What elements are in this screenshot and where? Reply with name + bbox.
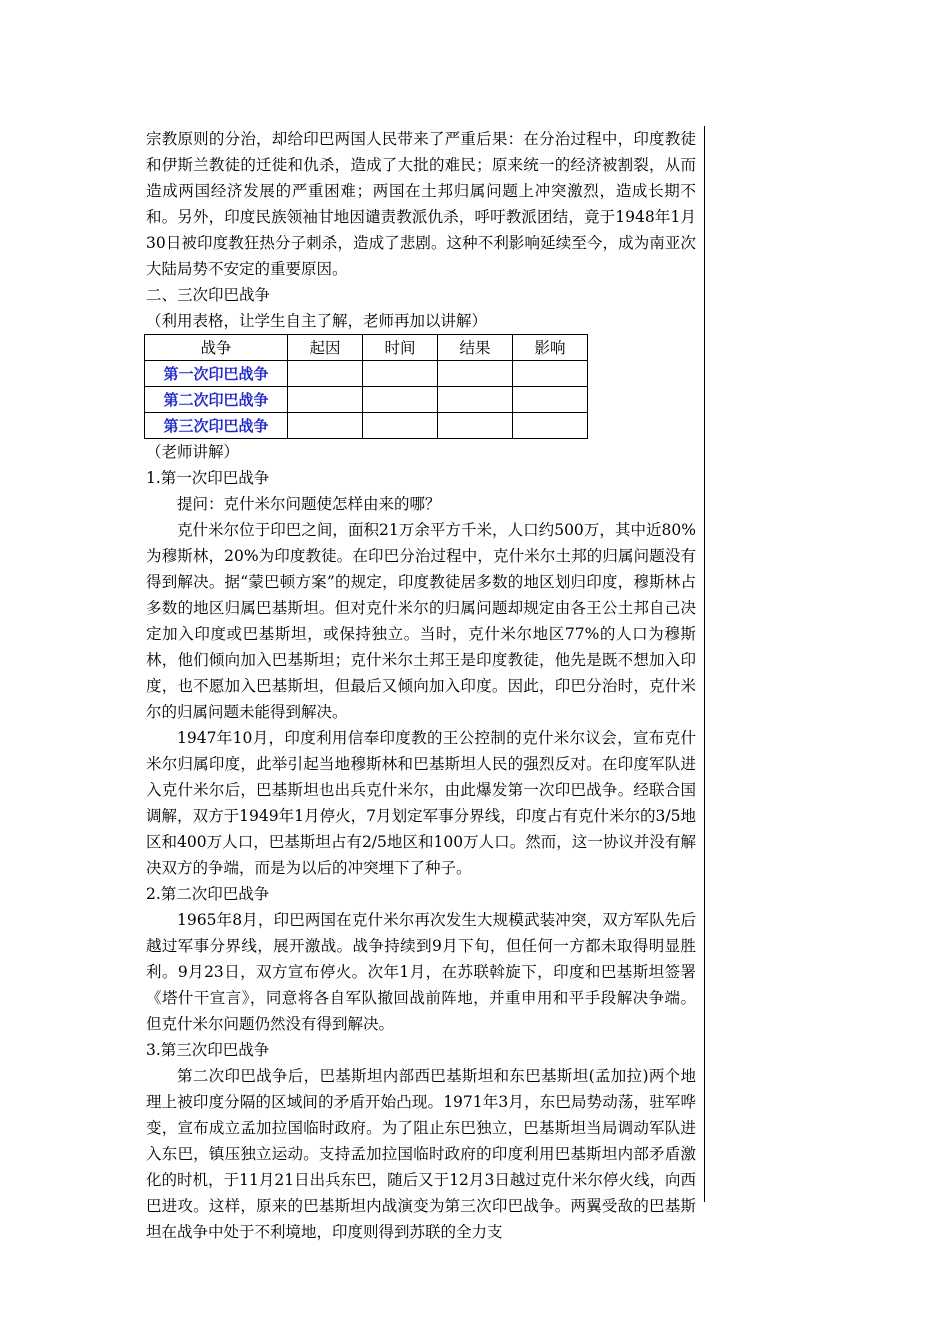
- header-time: 时间: [363, 335, 438, 361]
- table-row: [145, 413, 588, 439]
- empty-cell: [438, 361, 513, 387]
- section-heading: 二、三次印巴战争: [146, 286, 271, 304]
- header-war: 战争: [145, 335, 288, 361]
- empty-cell: [363, 387, 438, 413]
- header-impact: 影响: [513, 335, 588, 361]
- war1-paragraph-2: 1947年10月，印度利用信奉印度教的王公控制的克什米尔议会，宣布克什米尔归属印度，此举引起当地穆斯林和巴基斯坦人民的强烈反对。在印度军队进入克什米尔后，巴基斯坦也出兵克什米尔，由此爆发第一次印巴战争。经联合国调解，双方于1949年1月停火，7月划定军事分界线，印度占有克什米尔的3/5地区和400万人口，巴基斯坦占有2/5地区和100万人口。然而，这一协议并没有解决双方的争端，而是为以后的冲突埋下了种子。: [146, 729, 696, 877]
- header-result: 结果: [438, 335, 513, 361]
- row-war-name: 第二次印巴战争: [145, 387, 288, 413]
- war1-heading: 1.第一次印巴战争: [146, 469, 270, 487]
- table-note: （利用表格，让学生自主了解，老师再加以讲解）: [146, 312, 488, 330]
- empty-cell: [438, 413, 513, 439]
- empty-cell: [363, 413, 438, 439]
- war3-paragraph-1: 第二次印巴战争后，巴基斯坦内部西巴基斯坦和东巴基斯坦(孟加拉)两个地理上被印度分隔的区域间的矛盾开始凸现。1971年3月，东巴局势动荡，驻军哗变，宣布成立孟加拉国临时政府。为了阻止东巴独立，巴基斯坦当局调动军队进入东巴，镇压独立运动。支持孟加拉国临时政府的印度利用巴基斯坦内部矛盾激化的时机，于11月21日出兵东巴，随后又于12月3日越过克什米尔停火线，向西巴进攻。这样，原来的巴基斯坦内战演变为第三次印巴战争。两翼受敌的巴基斯坦在战争中处于不利境地，印度则得到苏联的全力支: [146, 1067, 696, 1241]
- empty-cell: [363, 361, 438, 387]
- war3-heading: 3.第三次印巴战争: [146, 1041, 270, 1059]
- empty-cell: [288, 361, 363, 387]
- row-war-name: 第一次印巴战争: [145, 361, 288, 387]
- right-border-line: [704, 126, 705, 1202]
- teacher-note: （老师讲解）: [146, 443, 240, 461]
- empty-cell: [513, 387, 588, 413]
- table-row: [145, 387, 588, 413]
- war1-question: 提问：克什米尔问题使怎样由来的哪？: [177, 495, 441, 513]
- header-cause: 起因: [288, 335, 363, 361]
- row-war-name: 第三次印巴战争: [145, 413, 288, 439]
- war1-paragraph-1: 克什米尔位于印巴之间，面积21万余平方千米，人口约500万，其中近80%为穆斯林，20%为印度教徒。在印巴分治过程中，克什米尔土邦的归属问题没有得到解决。据“蒙巴顿方案”的规定，印度教徒居多数的地区划归印度，穆斯林占多数的地区归属巴基斯坦。但对克什米尔的归属问题却规定由各王公土邦自己决定加入印度或巴基斯坦，或保持独立。当时，克什米尔地区77%的人口为穆斯林，他们倾向加入巴基斯坦；克什米尔土邦王是印度教徒，他先是既不想加入印度，也不愿加入巴基斯坦，但最后又倾向加入印度。因此，印巴分治时，克什米尔的归属问题未能得到解决。: [146, 521, 696, 721]
- empty-cell: [288, 387, 363, 413]
- war2-heading: 2.第二次印巴战争: [146, 885, 270, 903]
- empty-cell: [438, 387, 513, 413]
- table-row: [145, 361, 588, 387]
- table-header-row: [145, 335, 588, 361]
- war2-paragraph-1: 1965年8月，印巴两国在克什米尔再次发生大规模武装冲突，双方军队先后越过军事分界线，展开激战。战争持续到9月下旬，但任何一方都未取得明显胜利。9月23日，双方宣布停火。次年1月，在苏联斡旋下，印度和巴基斯坦签署《塔什干宣言》，同意将各自军队撤回战前阵地，并重申用和平手段解决争端。但克什米尔问题仍然没有得到解决。: [146, 911, 696, 1033]
- empty-cell: [513, 413, 588, 439]
- document-content: [146, 126, 696, 1245]
- empty-cell: [288, 413, 363, 439]
- empty-cell: [513, 361, 588, 387]
- intro-paragraph: 宗教原则的分治，却给印巴两国人民带来了严重后果：在分治过程中，印度教徒和伊斯兰教徒的迁徙和仇杀，造成了大批的难民；原来统一的经济被割裂，从而造成两国经济发展的严重困难；两国在土邦归属问题上冲突激烈，造成长期不和。另外，印度民族领袖甘地因谴责教派仇杀，呼吁教派团结，竟于1948年1月30日被印度教狂热分子刺杀，造成了悲剧。这种不利影响延续至今，成为南亚次大陆局势不安定的重要原因。: [146, 130, 696, 278]
- wars-table: [144, 334, 588, 439]
